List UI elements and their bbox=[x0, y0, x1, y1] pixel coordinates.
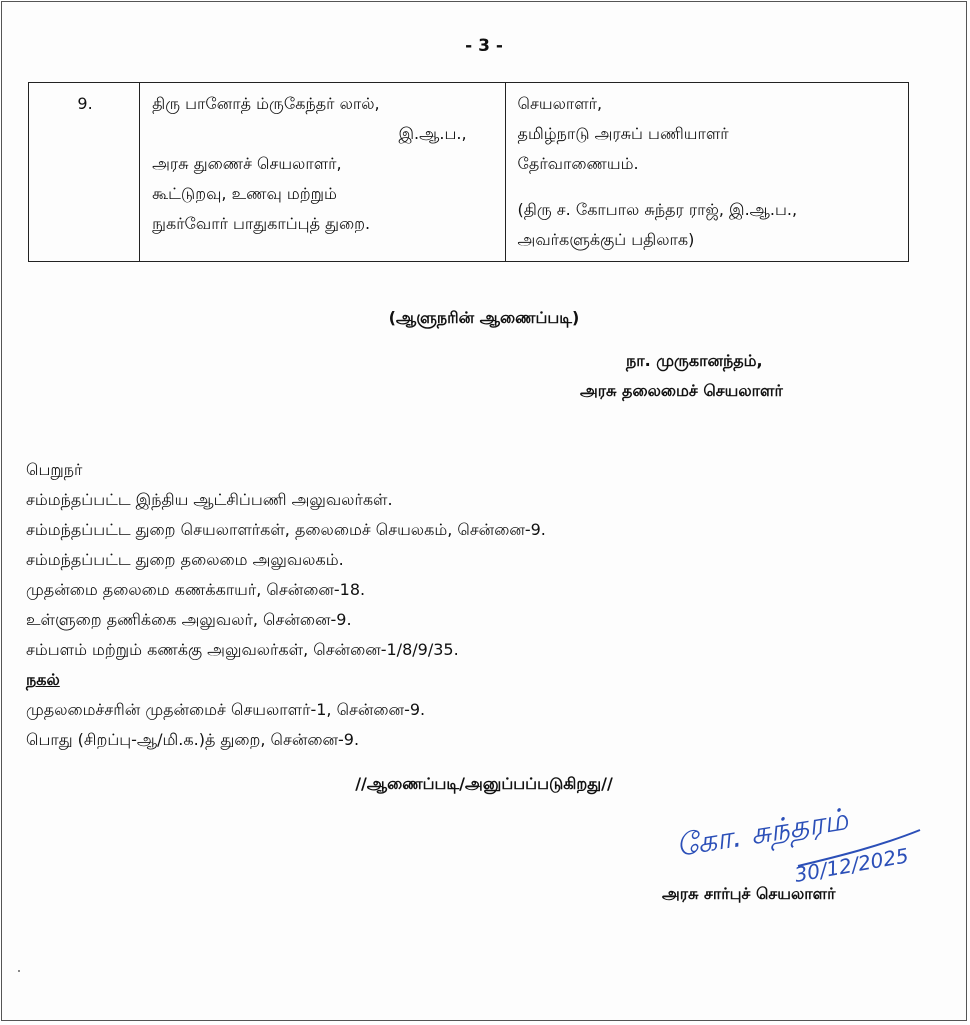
table-row bbox=[29, 83, 909, 262]
officer-name: திரு பானோத் ம்ருகேந்தர் லால், bbox=[152, 94, 380, 113]
document-page bbox=[1, 1, 967, 1021]
chief-secretary-designation: அரசு தலைமைச் செயலாளர் bbox=[580, 381, 783, 400]
list-item: உள்ளுறை தணிக்கை அலுவலர், சென்னை-9. bbox=[26, 610, 352, 629]
chief-secretary-block bbox=[580, 346, 880, 406]
list-item: சம்மந்தப்பட்ட இந்திய ஆட்சிப்பணி அலுவலர்கள். bbox=[26, 490, 393, 509]
list-item: சம்மந்தப்பட்ட துறை தலைமை அலுவலகம். bbox=[26, 550, 344, 569]
recipients-block bbox=[26, 455, 546, 755]
recipients-title: பெறுநர் bbox=[26, 460, 83, 479]
list-item: சம்பளம் மற்றும் கணக்கு அலுவலர்கள், சென்னை-1/8/9/35. bbox=[26, 640, 459, 659]
copy-title: நகல் bbox=[26, 670, 60, 689]
post-title: செயலாளர், bbox=[517, 94, 603, 113]
list-item: சம்மந்தப்பட்ட துறை செயலாளர்கள், தலைமைச் செயலகம், சென்னை-9. bbox=[26, 520, 546, 539]
officer-department-line-1: கூட்டுறவு, உணவு மற்றும் bbox=[152, 184, 337, 203]
forwarded-line: //ஆணைப்படி/அனுப்பப்படுகிறது// bbox=[355, 774, 613, 793]
list-item: முதலமைச்சரின் முதன்மைச் செயலாளர்-1, சென்னை-9. bbox=[26, 700, 426, 719]
scan-speck bbox=[18, 970, 20, 972]
replacement-note-line-2: அவர்களுக்குப் பதிலாக) bbox=[517, 230, 695, 249]
chief-secretary-name: நா. முருகானந்தம், bbox=[626, 351, 763, 370]
officer-department-line-2: நுகர்வோர் பாதுகாப்புத் துறை. bbox=[152, 214, 371, 233]
serial-cell: 9. bbox=[29, 83, 140, 262]
officer-service: இ.ஆ.ப., bbox=[398, 124, 467, 143]
post-office-line-2: தேர்வாணையம். bbox=[517, 154, 639, 173]
post-office-line-1: தமிழ்நாடு அரசுப் பணியாளர் bbox=[517, 124, 729, 143]
posting-table bbox=[28, 82, 909, 262]
post-cell bbox=[505, 83, 908, 262]
under-secretary-designation: அரசு சார்புச் செயலாளர் bbox=[662, 884, 836, 903]
page-number: - 3 - bbox=[465, 36, 503, 56]
list-item: பொது (சிறப்பு-ஆ/மி.க.)த் துறை, சென்னை-9. bbox=[26, 730, 360, 749]
signature-name: கோ. சுந்தரம் bbox=[673, 802, 851, 864]
officer-designation: அரசு துணைச் செயலாளர், bbox=[152, 154, 342, 173]
handwritten-signature bbox=[670, 778, 938, 890]
governor-order-line: (ஆளுநரின் ஆணைப்படி) bbox=[388, 308, 580, 327]
replacement-note-line-1: (திரு ச. கோபால சுந்தர ராஜ், இ.ஆ.ப., bbox=[517, 200, 798, 219]
list-item: முதன்மை தலைமை கணக்காயர், சென்னை-18. bbox=[26, 580, 366, 599]
signature-date: 30/12/2025 bbox=[792, 843, 911, 887]
officer-cell bbox=[140, 83, 505, 262]
